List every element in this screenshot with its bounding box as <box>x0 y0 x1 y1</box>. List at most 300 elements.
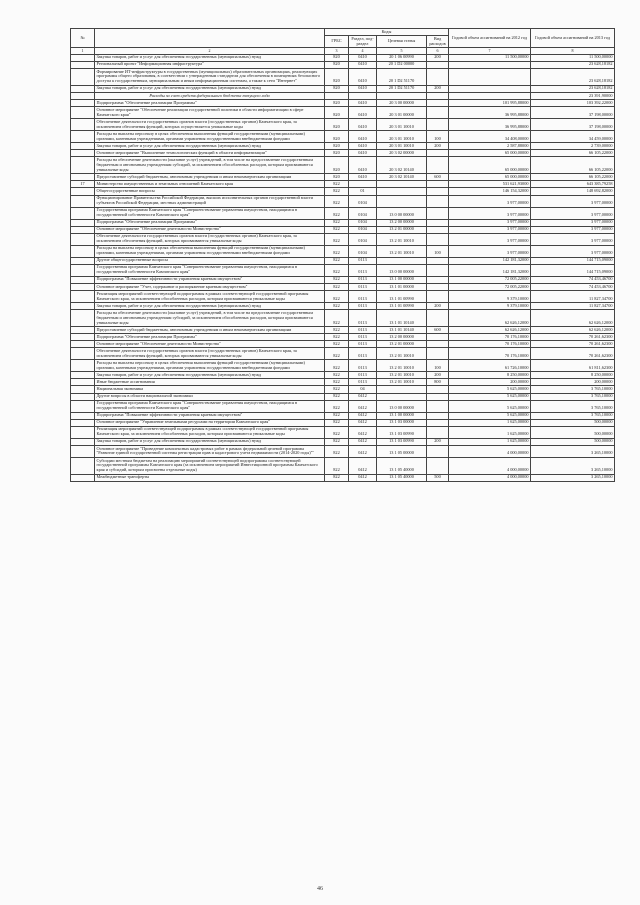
row-amount-2012-cell: 3 977,00000 <box>449 226 531 233</box>
row-exp-type-cell <box>427 181 449 188</box>
row-amount-2012-cell: 4 000,00000 <box>449 474 531 481</box>
row-exp-type-cell: 100 <box>427 360 449 372</box>
row-amount-2012-cell: 34 408,00000 <box>449 131 531 143</box>
row-amount-2013-cell: 3 977,00000 <box>531 245 615 257</box>
row-amount-2013-cell: 62 626,12000 <box>531 310 615 327</box>
row-exp-type-cell <box>427 195 449 207</box>
table-row <box>71 195 615 207</box>
header-2013: Годовой объем ассигнований на 2013 год <box>531 29 615 48</box>
column-number-row <box>71 48 615 55</box>
row-section-cell: 0412 <box>349 400 377 412</box>
row-target-cell <box>377 195 427 207</box>
row-amount-2013-cell: 103 392,22000 <box>531 100 615 107</box>
row-exp-type-cell <box>427 188 449 195</box>
table-row <box>71 412 615 419</box>
row-grbs-cell: 822 <box>325 283 349 290</box>
row-number-cell <box>71 143 95 150</box>
row-target-cell: 13 1 01 00990 <box>377 303 427 310</box>
row-amount-2012-cell: 65 000,00000 <box>449 174 531 181</box>
row-number-cell: 17 <box>71 181 95 188</box>
row-amount-2012-cell: 101 995,88000 <box>449 100 531 107</box>
row-section-cell: 0410 <box>349 61 377 68</box>
row-amount-2012-cell: 11 500,00000 <box>449 54 531 61</box>
row-amount-2013-cell: 66 105,22000 <box>531 174 615 181</box>
row-amount-2013-cell: 3 977,00000 <box>531 195 615 207</box>
row-target-cell: 13 1 03 00000 <box>377 419 427 426</box>
row-grbs-cell: 820 <box>325 68 349 85</box>
row-number-cell <box>71 264 95 276</box>
row-amount-2012-cell: 200,00000 <box>449 379 531 386</box>
page-number: 46 <box>317 886 323 892</box>
table-row <box>71 150 615 157</box>
row-number-cell <box>71 283 95 290</box>
row-amount-2012-cell: 4 000,00000 <box>449 445 531 457</box>
table-row <box>71 457 615 474</box>
table-row <box>71 348 615 360</box>
row-amount-2012-cell: 65 000,00000 <box>449 157 531 174</box>
row-grbs-cell: 822 <box>325 188 349 195</box>
row-amount-2013-cell: 3 265,10000 <box>531 457 615 474</box>
row-number-cell <box>71 372 95 379</box>
row-name-cell: Подпрограмма "Повышение эффективности управления краевым имуществом" <box>95 412 325 419</box>
row-exp-type-cell: 200 <box>427 54 449 61</box>
row-name-cell: Расходы на обеспечение деятельности (оказание услуг) учреждений, в том числе на предоставление государственным бюджетным и автономным учреждениям субсидий, за исключением обособленных расходов, которым присваиваются уникальные коды <box>95 157 325 174</box>
row-exp-type-cell <box>427 219 449 226</box>
row-name-cell: Закупка товаров, работ и услуг для обеспечения государственных (муниципальных) нужд <box>95 303 325 310</box>
row-number-cell <box>71 379 95 386</box>
row-grbs-cell: 822 <box>325 181 349 188</box>
row-exp-type-cell <box>427 68 449 85</box>
row-number-cell <box>71 100 95 107</box>
row-name-cell: Основное мероприятие "Учет, содержание и распоряжение краевым имуществом" <box>95 283 325 290</box>
row-amount-2012-cell <box>449 61 531 68</box>
row-exp-type-cell <box>427 334 449 341</box>
row-amount-2013-cell: 23 628,18182 <box>531 85 615 92</box>
table-row <box>71 291 615 303</box>
table-row <box>71 264 615 276</box>
row-number-cell <box>71 92 95 99</box>
row-name-cell: Реализация мероприятий соответствующей подпрограммы в рамках соответствующей государственной программы Камчатского края, за исключением обособленных расходов, которым присваиваются уникальные коды <box>95 426 325 438</box>
row-amount-2012-cell: 72 005,22000 <box>449 283 531 290</box>
column-number: 8 <box>531 48 615 55</box>
row-amount-2013-cell: 74 453,46700 <box>531 276 615 283</box>
row-number-cell <box>71 474 95 481</box>
row-grbs-cell: 822 <box>325 310 349 327</box>
row-amount-2012-cell: 5 625,00000 <box>449 412 531 419</box>
row-grbs-cell: 820 <box>325 150 349 157</box>
row-amount-2013-cell: 3 265,10000 <box>531 445 615 457</box>
row-grbs-cell: 822 <box>325 207 349 219</box>
table-row <box>71 100 615 107</box>
table-row <box>71 341 615 348</box>
row-number-cell <box>71 341 95 348</box>
row-name-cell: Закупка товаров, работ и услуг для обеспечения государственных (муниципальных) нужд <box>95 438 325 445</box>
table-row <box>71 276 615 283</box>
row-section-cell: 0412 <box>349 457 377 474</box>
row-number-cell <box>71 419 95 426</box>
row-section-cell: 0410 <box>349 157 377 174</box>
row-name-cell: Расходы на выплаты персоналу в целях обеспечения выполнения функций государственными (муниципальными) органами, казенными учреждениями, органами управления государственными внебюджетными фондами <box>95 360 325 372</box>
row-name-cell: Обеспечение деятельности государственных органов власти (государственных органов) Камчатского края, за исключением обеспечения функций, которых присваиваются уникальные коды <box>95 348 325 360</box>
row-name-cell: Обеспечение деятельности государственных органов власти (государственных органов) Камчатского края, за исключением обеспечения функций, которых присваиваются уникальные коды <box>95 233 325 245</box>
row-number-cell <box>71 276 95 283</box>
row-exp-type-cell <box>427 412 449 419</box>
row-grbs-cell: 822 <box>325 386 349 393</box>
row-grbs-cell: 822 <box>325 379 349 386</box>
row-section-cell: 0104 <box>349 219 377 226</box>
row-target-cell <box>377 92 427 99</box>
row-amount-2012-cell: 62 626,12000 <box>449 327 531 334</box>
row-number-cell <box>71 61 95 68</box>
row-exp-type-cell <box>427 457 449 474</box>
table-row <box>71 92 615 99</box>
row-grbs-cell: 822 <box>325 291 349 303</box>
row-grbs-cell: 820 <box>325 54 349 61</box>
row-grbs-cell: 822 <box>325 400 349 412</box>
row-target-cell: 13 1 05 40000 <box>377 474 427 481</box>
row-exp-type-cell <box>427 257 449 264</box>
table-row <box>71 327 615 334</box>
table-row <box>71 386 615 393</box>
row-amount-2013-cell: 11 827,34700 <box>531 303 615 310</box>
row-amount-2012-cell: 1 625,00000 <box>449 426 531 438</box>
column-number: 7 <box>449 48 531 55</box>
row-amount-2013-cell: 8 250,00000 <box>531 372 615 379</box>
row-grbs-cell: 822 <box>325 372 349 379</box>
row-name-cell: Расходы на выплаты персоналу в целях обеспечения выполнения функций государственными (муниципальными) органами, казенными учреждениями, органами управления государственными внебюджетными фондами <box>95 131 325 143</box>
row-number-cell <box>71 245 95 257</box>
row-exp-type-cell <box>427 226 449 233</box>
row-section-cell: 0410 <box>349 100 377 107</box>
row-target-cell: 20 3 01 10010 <box>377 119 427 131</box>
row-amount-2013-cell: 66 105,22000 <box>531 150 615 157</box>
table-row <box>71 303 615 310</box>
row-name-cell: Основное мероприятие "Обеспечение деятельности Министерства" <box>95 341 325 348</box>
table-body <box>71 54 615 481</box>
table-row <box>71 400 615 412</box>
table-row <box>71 379 615 386</box>
row-amount-2013-cell: 23 628,18182 <box>531 68 615 85</box>
row-section-cell: 04 <box>349 386 377 393</box>
row-number-cell <box>71 119 95 131</box>
row-name-cell: Другие общегосударственные вопросы <box>95 257 325 264</box>
row-section-cell: 0113 <box>349 303 377 310</box>
table-row <box>71 61 615 68</box>
row-grbs-cell: 822 <box>325 419 349 426</box>
row-amount-2013-cell: 74 453,46700 <box>531 283 615 290</box>
row-amount-2013-cell: 3 765,10000 <box>531 386 615 393</box>
row-target-cell: 20 1 06 00990 <box>377 54 427 61</box>
row-exp-type-cell <box>427 426 449 438</box>
row-target-cell: 13 1 01 10140 <box>377 310 427 327</box>
row-grbs-cell: 820 <box>325 85 349 92</box>
row-number-cell <box>71 393 95 400</box>
row-amount-2012-cell: 36 995,88000 <box>449 107 531 119</box>
row-amount-2013-cell: 3 977,00000 <box>531 233 615 245</box>
row-name-cell: Предоставление субсидий бюджетным, автономным учреждениям и иным некоммерческим организациям <box>95 327 325 334</box>
row-section-cell: 0113 <box>349 291 377 303</box>
row-amount-2012-cell: 61 726,10000 <box>449 360 531 372</box>
row-number-cell <box>71 445 95 457</box>
row-exp-type-cell <box>427 393 449 400</box>
row-name-cell: Иные бюджетные ассигнования <box>95 379 325 386</box>
row-exp-type-cell <box>427 276 449 283</box>
row-section-cell: 0113 <box>349 334 377 341</box>
row-amount-2013-cell: 66 105,22000 <box>531 157 615 174</box>
row-target-cell: 13 2 00 00000 <box>377 219 427 226</box>
row-name-cell: Функционирование Правительства Российской Федерации, высших исполнительных органов государственной власти субъектов Российской Федерации, местных администраций <box>95 195 325 207</box>
row-number-cell <box>71 207 95 219</box>
column-number: 5 <box>377 48 427 55</box>
row-amount-2012-cell: 3 977,00000 <box>449 245 531 257</box>
row-name-cell: Формирование ИТ-инфраструктуры в государственных (муниципальных) образовательных организациях, реализующих программы общего образования, в соответствии с утвержденным стандартом для обеспечения в помещениях безопасного доступа к государственным, муниципальным и иным информационным системам, а также к сети "Интернет" <box>95 68 325 85</box>
table-row <box>71 372 615 379</box>
row-target-cell: 13 2 01 10010 <box>377 360 427 372</box>
row-name-cell: Другие вопросы в области национальной экономики <box>95 393 325 400</box>
row-number-cell <box>71 412 95 419</box>
row-name-cell: Подпрограмма "Повышение эффективности управления краевым имуществом" <box>95 276 325 283</box>
row-name-cell: Государственная программа Камчатского края "Совершенствование управления имуществом, находящимся в государственной собственности Камчатского края" <box>95 400 325 412</box>
row-amount-2013-cell: 144 715,09000 <box>531 264 615 276</box>
row-section-cell: 0113 <box>349 264 377 276</box>
row-name-cell: Предоставление субсидий бюджетным, автономным учреждениям и иным некоммерческим организациям <box>95 174 325 181</box>
row-section-cell: 0113 <box>349 257 377 264</box>
row-amount-2012-cell: 142 181,32000 <box>449 264 531 276</box>
row-name-cell: Подпрограмма "Обеспечение реализации Программы" <box>95 219 325 226</box>
header-exp-type: Вид расходов <box>427 36 449 48</box>
row-section-cell: 0412 <box>349 474 377 481</box>
row-section-cell: 0104 <box>349 226 377 233</box>
row-number-cell <box>71 226 95 233</box>
table-row <box>71 188 615 195</box>
row-number-cell <box>71 195 95 207</box>
row-target-cell: 13 1 01 10140 <box>377 327 427 334</box>
row-exp-type-cell <box>427 400 449 412</box>
row-target-cell: 20 3 01 10010 <box>377 131 427 143</box>
row-grbs-cell: 822 <box>325 348 349 360</box>
row-number-cell <box>71 131 95 143</box>
row-name-cell: Реализация мероприятий соответствующей подпрограммы в рамках соответствующей государственной программы Камчатского края, за исключением обособленных расходов, которым присваиваются уникальные коды <box>95 291 325 303</box>
row-section-cell: 0410 <box>349 174 377 181</box>
row-amount-2013-cell: 70 261,62300 <box>531 334 615 341</box>
row-exp-type-cell <box>427 233 449 245</box>
row-target-cell <box>377 393 427 400</box>
row-section-cell <box>349 181 377 188</box>
row-exp-type-cell <box>427 207 449 219</box>
header-number: № <box>71 29 95 48</box>
row-amount-2013-cell: 37 198,00000 <box>531 107 615 119</box>
row-grbs-cell: 822 <box>325 457 349 474</box>
row-name-cell: Закупка товаров, работ и услуг для обеспечения государственных (муниципальных) нужд <box>95 372 325 379</box>
row-exp-type-cell <box>427 107 449 119</box>
row-grbs-cell: 822 <box>325 360 349 372</box>
row-amount-2012-cell: 9 379,10000 <box>449 291 531 303</box>
row-target-cell: 13 2 01 10010 <box>377 245 427 257</box>
row-amount-2012-cell: 36 995,88000 <box>449 119 531 131</box>
row-target-cell: 20 1 D2 51170 <box>377 85 427 92</box>
row-section-cell: 0412 <box>349 419 377 426</box>
row-exp-type-cell <box>427 150 449 157</box>
row-number-cell <box>71 85 95 92</box>
row-target-cell: 20 1 D2 00000 <box>377 61 427 68</box>
row-name-cell: Расходы на выплаты персоналу в целях обеспечения выполнения функций государственными (муниципальными) органами, казенными учреждениями, органами управления государственными внебюджетными фондами <box>95 245 325 257</box>
row-exp-type-cell <box>427 419 449 426</box>
row-amount-2012-cell: 142 181,32000 <box>449 257 531 264</box>
table-row <box>71 360 615 372</box>
row-exp-type-cell <box>427 348 449 360</box>
row-amount-2012-cell: 62 626,12000 <box>449 310 531 327</box>
row-grbs-cell <box>325 92 349 99</box>
table-row <box>71 426 615 438</box>
table-row <box>71 131 615 143</box>
row-name-cell: Общегосударственные вопросы <box>95 188 325 195</box>
column-number: 2 <box>95 48 325 55</box>
table-row <box>71 438 615 445</box>
row-section-cell: 0410 <box>349 143 377 150</box>
header-codes: Коды <box>325 29 449 36</box>
row-name-cell: Национальная экономика <box>95 386 325 393</box>
row-amount-2012-cell: 70 176,10000 <box>449 348 531 360</box>
row-grbs-cell: 822 <box>325 276 349 283</box>
row-exp-type-cell: 500 <box>427 474 449 481</box>
row-grbs-cell: 822 <box>325 303 349 310</box>
row-section-cell: 0412 <box>349 426 377 438</box>
row-number-cell <box>71 150 95 157</box>
row-grbs-cell: 822 <box>325 438 349 445</box>
table-row <box>71 334 615 341</box>
row-exp-type-cell: 100 <box>427 245 449 257</box>
row-amount-2012-cell: 2 587,88000 <box>449 143 531 150</box>
row-target-cell: 13 1 03 00990 <box>377 426 427 438</box>
row-amount-2012-cell <box>449 68 531 85</box>
row-grbs-cell: 820 <box>325 131 349 143</box>
row-amount-2012-cell: 65 000,00000 <box>449 150 531 157</box>
row-amount-2012-cell: 5 625,00000 <box>449 386 531 393</box>
row-exp-type-cell <box>427 445 449 457</box>
column-number: 3 <box>325 48 349 55</box>
row-exp-type-cell <box>427 264 449 276</box>
row-name-cell: Субсидии местным бюджетам на реализацию мероприятий соответствующей подпрограммы соответствующей государственной программы Камчатского края (за исключением мероприятий Инвестиционной программы Камчатского края и субсидий, которым присвоены отдельные коды) <box>95 457 325 474</box>
row-target-cell: 13 1 01 00990 <box>377 291 427 303</box>
row-section-cell: 0410 <box>349 85 377 92</box>
row-name-cell: Министерство имущественных и земельных отношений Камчатского края <box>95 181 325 188</box>
header-target: Целевая статья <box>377 36 427 48</box>
header-name <box>95 29 325 48</box>
row-name-cell: Закупка товаров, работ и услуг для обеспечения государственных (муниципальных) нужд <box>95 85 325 92</box>
table-row <box>71 157 615 174</box>
row-amount-2013-cell: 23 391,90000 <box>531 92 615 99</box>
column-number: 6 <box>427 48 449 55</box>
row-target-cell: 20 3 02 10140 <box>377 157 427 174</box>
row-target-cell <box>377 181 427 188</box>
row-grbs-cell: 822 <box>325 233 349 245</box>
row-grbs-cell: 822 <box>325 219 349 226</box>
row-section-cell: 0104 <box>349 233 377 245</box>
row-exp-type-cell <box>427 100 449 107</box>
row-exp-type-cell: 200 <box>427 372 449 379</box>
row-section-cell: 0410 <box>349 107 377 119</box>
row-target-cell: 13 1 00 00000 <box>377 276 427 283</box>
row-amount-2013-cell: 500,00000 <box>531 438 615 445</box>
row-exp-type-cell <box>427 386 449 393</box>
table-row <box>71 310 615 327</box>
row-target-cell: 20 1 D2 51170 <box>377 68 427 85</box>
row-number-cell <box>71 174 95 181</box>
row-section-cell: 0113 <box>349 372 377 379</box>
row-target-cell: 13 2 01 10010 <box>377 379 427 386</box>
row-section-cell: 0410 <box>349 150 377 157</box>
row-amount-2013-cell: 34 459,00000 <box>531 131 615 143</box>
row-amount-2012-cell: 5 625,00000 <box>449 393 531 400</box>
header-2012: Годовой объем ассигнований на 2012 год <box>449 29 531 48</box>
row-section-cell: 0412 <box>349 438 377 445</box>
row-section-cell: 0104 <box>349 245 377 257</box>
row-name-cell: Расходы на обеспечение деятельности (оказание услуг) учреждений, в том числе на предоставление государственным бюджетным и автономным учреждениям субсидий, за исключением обособленных расходов, которым присваиваются уникальные коды <box>95 310 325 327</box>
row-grbs-cell: 822 <box>325 426 349 438</box>
table-row <box>71 119 615 131</box>
row-section-cell: 0412 <box>349 412 377 419</box>
row-name-cell: Закупка товаров, работ и услуг для обеспечения государственных (муниципальных) нужд <box>95 54 325 61</box>
row-target-cell: 20 3 00 00000 <box>377 100 427 107</box>
row-exp-type-cell <box>427 61 449 68</box>
row-target-cell: 13 1 05 40000 <box>377 457 427 474</box>
row-grbs-cell: 822 <box>325 245 349 257</box>
table-row <box>71 107 615 119</box>
row-amount-2013-cell: 11 827,34700 <box>531 291 615 303</box>
row-section-cell: 0410 <box>349 131 377 143</box>
row-section-cell: 0113 <box>349 283 377 290</box>
row-amount-2012-cell: 146 154,32000 <box>449 188 531 195</box>
row-amount-2013-cell: 500,00000 <box>531 419 615 426</box>
row-name-cell: Закупка товаров, работ и услуг для обеспечения государственных (муниципальных) нужд <box>95 143 325 150</box>
row-amount-2013-cell: 148 692,82000 <box>531 188 615 195</box>
row-target-cell: 13 0 00 00000 <box>377 264 427 276</box>
row-grbs-cell: 822 <box>325 226 349 233</box>
table-row <box>71 245 615 257</box>
row-target-cell: 13 0 00 00000 <box>377 207 427 219</box>
row-name-cell: Основное мероприятие "Выполнение технологических функций в области информатизации" <box>95 150 325 157</box>
row-section-cell: 0410 <box>349 119 377 131</box>
row-exp-type-cell <box>427 341 449 348</box>
row-number-cell <box>71 257 95 264</box>
row-target-cell: 13 0 00 00000 <box>377 400 427 412</box>
row-grbs-cell: 820 <box>325 119 349 131</box>
row-section-cell: 0410 <box>349 68 377 85</box>
row-amount-2012-cell: 3 977,00000 <box>449 233 531 245</box>
row-target-cell: 20 3 01 00000 <box>377 107 427 119</box>
row-number-cell <box>71 68 95 85</box>
row-grbs-cell: 820 <box>325 157 349 174</box>
row-name-cell: Основное мероприятие "Управление земельными ресурсами на территории Камчатского края" <box>95 419 325 426</box>
row-amount-2013-cell: 144 715,09000 <box>531 257 615 264</box>
table-row <box>71 257 615 264</box>
row-exp-type-cell: 600 <box>427 174 449 181</box>
row-number-cell <box>71 426 95 438</box>
row-amount-2012-cell: 9 379,10000 <box>449 303 531 310</box>
row-amount-2013-cell: 200,00000 <box>531 379 615 386</box>
row-grbs-cell: 822 <box>325 195 349 207</box>
header-section: Раздел, под-раздел <box>349 36 377 48</box>
row-section-cell: 0410 <box>349 54 377 61</box>
table-row <box>71 54 615 61</box>
row-amount-2012-cell <box>449 85 531 92</box>
row-grbs-cell: 820 <box>325 107 349 119</box>
row-exp-type-cell <box>427 119 449 131</box>
row-number-cell <box>71 219 95 226</box>
table-row <box>71 283 615 290</box>
row-target-cell: 13 1 05 00000 <box>377 445 427 457</box>
table-row <box>71 219 615 226</box>
